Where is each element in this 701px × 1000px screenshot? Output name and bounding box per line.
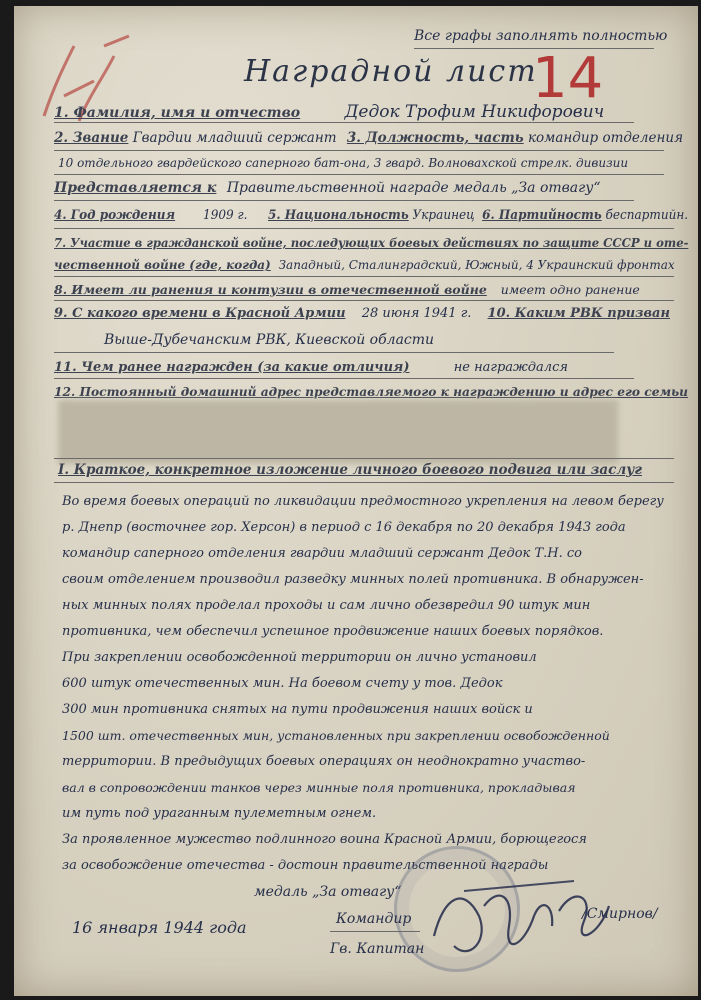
section-heading: I. Краткое, конкретное изложение личного боевого подвига или заслуг <box>58 462 642 478</box>
rule <box>54 122 634 123</box>
redacted-address <box>58 400 618 464</box>
narrative-line: За проявленное мужество подлинного воина Красной Армии, борющегося <box>62 832 587 847</box>
narrative-line: При закреплении освобожденной территории он лично установил <box>62 650 537 665</box>
narrative-line: р. Днепр (восточнее гор. Херсон) в период с 16 декабря по 20 декабря 1943 года <box>62 520 626 535</box>
value-rank: Гвардии младший сержант <box>132 130 337 146</box>
value-wounds: имеет одно ранение <box>500 282 640 297</box>
row-previous-awards <box>54 360 568 375</box>
row-name <box>54 102 604 122</box>
value-presented: Правительственной награде медаль „За отвагу“ <box>226 180 601 196</box>
rule <box>54 150 664 151</box>
value-participation: Западный, Сталинградский, Южный, 4 Украинский фронтах <box>278 258 675 272</box>
label-wounds: 8. Имеет ли ранения и контузии в отечественной войне <box>54 282 487 297</box>
rule <box>54 300 674 301</box>
rule <box>54 458 674 459</box>
value-party: беспартийн. <box>605 208 689 223</box>
handwritten-signature <box>424 866 614 980</box>
signature-role: Командир <box>336 911 412 927</box>
value-service-start: 28 июня 1941 г. <box>361 306 472 321</box>
label-birth: 4. Год рождения <box>54 208 176 223</box>
signature-line <box>330 931 420 932</box>
signature-rank: Гв. Капитан <box>330 941 425 957</box>
value-name: Дедок Трофим Никифорович <box>344 102 605 122</box>
value-post: командир отделения <box>527 130 684 146</box>
narrative-line: своим отделением производил разведку минных полей противника. В обнаружен- <box>62 572 644 587</box>
header-note: Все графы заполнять полностью <box>414 28 668 44</box>
label-participation: 7. Участие в гражданской войне, последующих боевых действиях по защите СССР и оте- <box>54 236 689 250</box>
row-service-start <box>54 306 670 321</box>
rule <box>54 200 634 201</box>
label-post: 3. Должность, часть <box>346 130 524 146</box>
row-participation <box>54 258 675 272</box>
rule <box>54 174 664 175</box>
row-wounds <box>54 282 640 297</box>
value-birth: 1909 г. <box>203 208 248 223</box>
narrative-line: территории. В предыдущих боевых операциях он неоднократно участво- <box>62 754 586 769</box>
label-name: 1. Фамилия, имя и отчество <box>54 105 301 121</box>
narrative-line: 300 мин противника снятых на пути продвижения наших войск и <box>62 702 533 717</box>
rule <box>54 228 674 229</box>
label-home-address: 12. Постоянный домашний адрес представляемого к награждению и адрес его семьи <box>54 384 689 399</box>
label-nationality: 5. Национальность <box>267 208 409 223</box>
label-rank: 2. Звание <box>54 130 129 146</box>
narrative-line: 1500 шт. отечественных мин, установленных при закреплении освобожденной <box>62 728 610 743</box>
label-previous-awards: 11. Чем ранее награжден (за какие отличия) <box>54 360 410 375</box>
value-drafted-by: Выше-Дубечанским РВК, Киевской области <box>104 332 435 348</box>
narrative-line: Во время боевых операций по ликвидации предмостного укрепления на левом берегу <box>62 494 664 509</box>
rule <box>54 352 614 353</box>
record-number: 14 <box>532 46 604 111</box>
row-rank-post <box>54 130 683 146</box>
rule <box>54 378 634 379</box>
value-nationality: Украинец <box>412 208 475 223</box>
label-party: 6. Партийность <box>482 208 602 223</box>
row-presented <box>54 180 601 196</box>
narrative-line: за освобождение отечества - достоин правительственной награды <box>62 858 549 873</box>
label-participation-cont: чественной войне (где, когда) <box>54 258 271 272</box>
narrative-line: командир саперного отделения гвардии младший сержант Дедок Т.Н. со <box>62 546 582 561</box>
row-birth <box>54 208 688 223</box>
narrative-line: вал в сопровождении танков через минные поля противника, прокладывая <box>62 780 576 795</box>
narrative-line: медаль „За отвагу“ <box>254 884 402 900</box>
page-title: Наградной лист <box>244 54 538 89</box>
narrative-line: 600 штук отечественных мин. На боевом счету у тов. Дедок <box>62 676 503 691</box>
narrative-line: им путь под ураганным пулеметным огнем. <box>62 806 377 821</box>
rule <box>54 482 674 483</box>
unit-line: 10 отдельного гвардейского саперного бат-она, 3 гвард. Волновахской стрелк. дивизии <box>58 156 629 170</box>
document-date: 16 января 1944 года <box>72 918 247 937</box>
narrative-line: ных минных полях проделал проходы и сам лично обезвредил 90 штук мин <box>62 598 591 613</box>
narrative-line: противника, чем обеспечил успешное продвижение наших боевых порядков. <box>62 624 604 639</box>
signature-name: /Смирнов/ <box>582 906 658 922</box>
label-presented: Представляется к <box>54 180 217 196</box>
value-previous-awards: не награждался <box>453 360 568 375</box>
rule <box>54 276 674 277</box>
label-service-start: 9. С какого времени в Красной Армии <box>54 306 346 321</box>
label-drafted-by: 10. Каким РВК призван <box>487 306 670 321</box>
award-sheet <box>14 6 698 996</box>
